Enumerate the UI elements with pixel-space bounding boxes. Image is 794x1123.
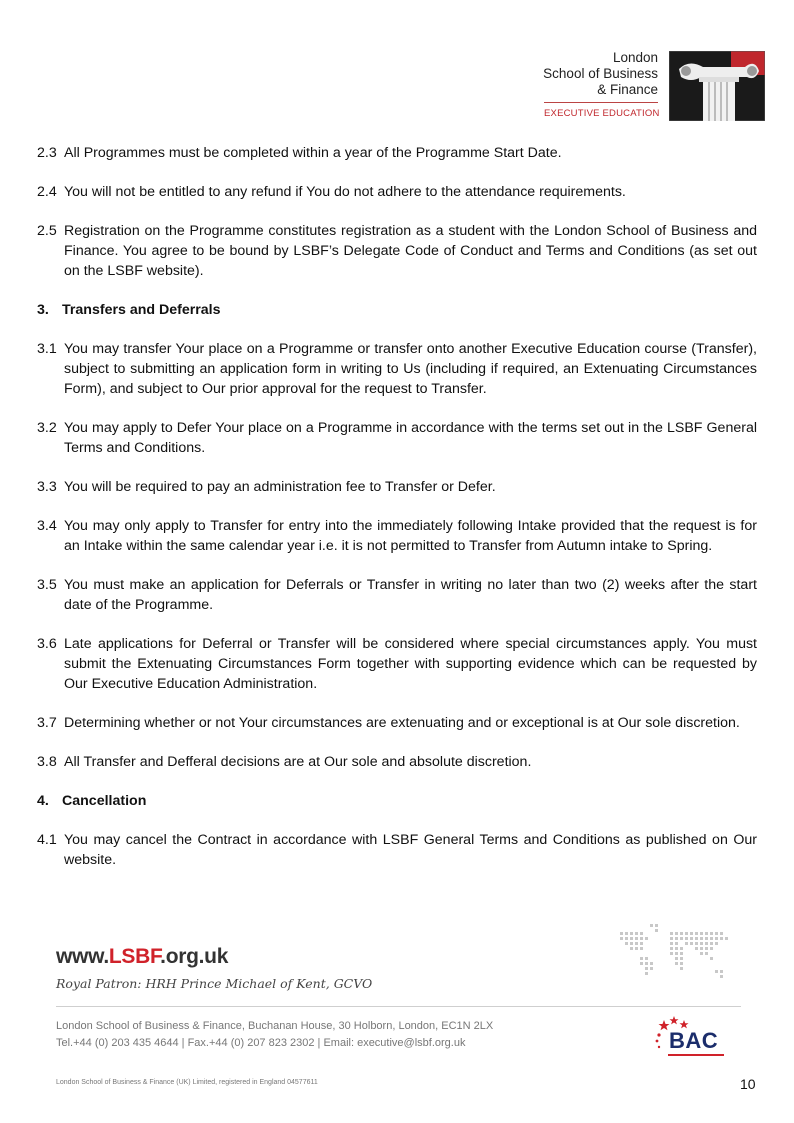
clause-text: You may apply to Defer Your place on a Programme in accordance with the terms set out in the LSBF General Terms and Conditions. <box>64 420 757 456</box>
clause-number: 3.1 <box>37 341 57 357</box>
section-heading-transfers <box>37 300 757 320</box>
clause-text: Determining whether or not Your circumstances are extenuating and or exceptional is at Our sole discretion. <box>64 715 740 731</box>
royal-patron: Royal Patron: HRH Prince Michael of Kent, GCVO <box>56 976 373 991</box>
section-number: 4. <box>37 793 49 809</box>
footer-contact <box>56 1018 493 1052</box>
section-number: 3. <box>37 302 49 318</box>
clause-number: 4.1 <box>37 832 57 848</box>
clause-text: You may only apply to Transfer for entry into the immediately following Intake provided that the request is for an Intake within the same calendar year i.e. it is not permitted to Transfer from Autumn intake to Spring. <box>64 518 757 554</box>
url-prefix: www. <box>56 945 109 968</box>
clause-text: You must make an application for Deferrals or Transfer in writing no later than two (2) weeks after the start date of the Programme. <box>64 577 757 613</box>
clause-2-5 <box>37 221 757 281</box>
bac-wordmark: BAC <box>669 1028 719 1053</box>
address-line: London School of Business & Finance, Buchanan House, 30 Holborn, London, EC1N 2LX <box>56 1020 494 1032</box>
section-heading-cancellation <box>37 791 757 811</box>
lsbf-logo <box>538 50 768 122</box>
contact-line: Tel.+44 (0) 203 435 4644 | Fax.+44 (0) 207 823 2302 | Email: executive@lsbf.org.uk <box>56 1037 466 1049</box>
clause-number: 3.4 <box>37 518 57 534</box>
clause-3-3 <box>37 477 757 497</box>
clause-number: 2.3 <box>37 145 57 161</box>
clause-2-3 <box>37 143 757 163</box>
section-title: Transfers and Deferrals <box>62 302 221 318</box>
clause-3-2 <box>37 418 757 458</box>
clause-3-8 <box>37 752 757 772</box>
column-capital-icon <box>669 51 765 121</box>
document-body <box>37 143 757 889</box>
clause-number: 2.5 <box>37 223 57 239</box>
bac-underline <box>668 1054 724 1056</box>
logo-wordmark <box>543 50 658 98</box>
logo-line-2: School of Business <box>543 66 658 81</box>
logo-subtitle: EXECUTIVE EDUCATION <box>544 108 660 119</box>
clause-text: You will be required to pay an administration fee to Transfer or Defer. <box>64 479 496 495</box>
clause-2-4 <box>37 182 757 202</box>
clause-number: 3.8 <box>37 754 57 770</box>
website-link[interactable] <box>56 945 228 969</box>
logo-line-1: London <box>612 50 658 65</box>
clause-number: 3.2 <box>37 420 57 436</box>
clause-text: Late applications for Deferral or Transfer will be considered where special circumstances apply. You must submit the Extenuating Circumstances Form together with supporting evidence which can be requested by Our Executive Education Administration. <box>64 636 757 692</box>
clause-number: 3.6 <box>37 636 57 652</box>
bac-accreditation-logo <box>652 1016 732 1062</box>
clause-number: 3.7 <box>37 715 57 731</box>
clause-3-6 <box>37 634 757 694</box>
clause-text: You may cancel the Contract in accordance with LSBF General Terms and Conditions as published on Our website. <box>64 832 757 868</box>
clause-text: All Transfer and Defferal decisions are at Our sole and absolute discretion. <box>64 754 532 770</box>
logo-divider <box>544 102 658 103</box>
url-brand: LSBF <box>108 945 161 968</box>
clause-3-7 <box>37 713 757 733</box>
clause-4-1 <box>37 830 757 870</box>
footer-divider <box>56 1006 741 1007</box>
clause-3-4 <box>37 516 757 556</box>
clause-number: 3.5 <box>37 577 57 593</box>
company-registration: London School of Business & Finance (UK) Limited, registered in England 04577611 <box>56 1079 318 1086</box>
clause-text: Registration on the Programme constitutes registration as a student with the London School of Business and Finance. You agree to be bound by LSBF’s Delegate Code of Conduct and Terms and Conditions (as set out on the LSBF website). <box>64 223 757 279</box>
page-number: 10 <box>740 1076 756 1092</box>
logo-line-3: & Finance <box>597 82 658 97</box>
world-map-icon <box>616 922 740 994</box>
clause-number: 3.3 <box>37 479 57 495</box>
clause-3-1 <box>37 339 757 399</box>
clause-text: You will not be entitled to any refund if You do not adhere to the attendance requirements. <box>64 184 626 200</box>
url-suffix: .org.uk <box>160 945 229 968</box>
clause-text: You may transfer Your place on a Programme or transfer onto another Executive Education course (Transfer), subject to submitting an application form in writing to Us (including if required, an Extenuating Circumstances Form), and subject to Our prior approval for the request to Transfer. <box>64 341 757 397</box>
clause-3-5 <box>37 575 757 615</box>
section-title: Cancellation <box>62 793 147 809</box>
clause-text: All Programmes must be completed within a year of the Programme Start Date. <box>64 145 562 161</box>
clause-number: 2.4 <box>37 184 57 200</box>
